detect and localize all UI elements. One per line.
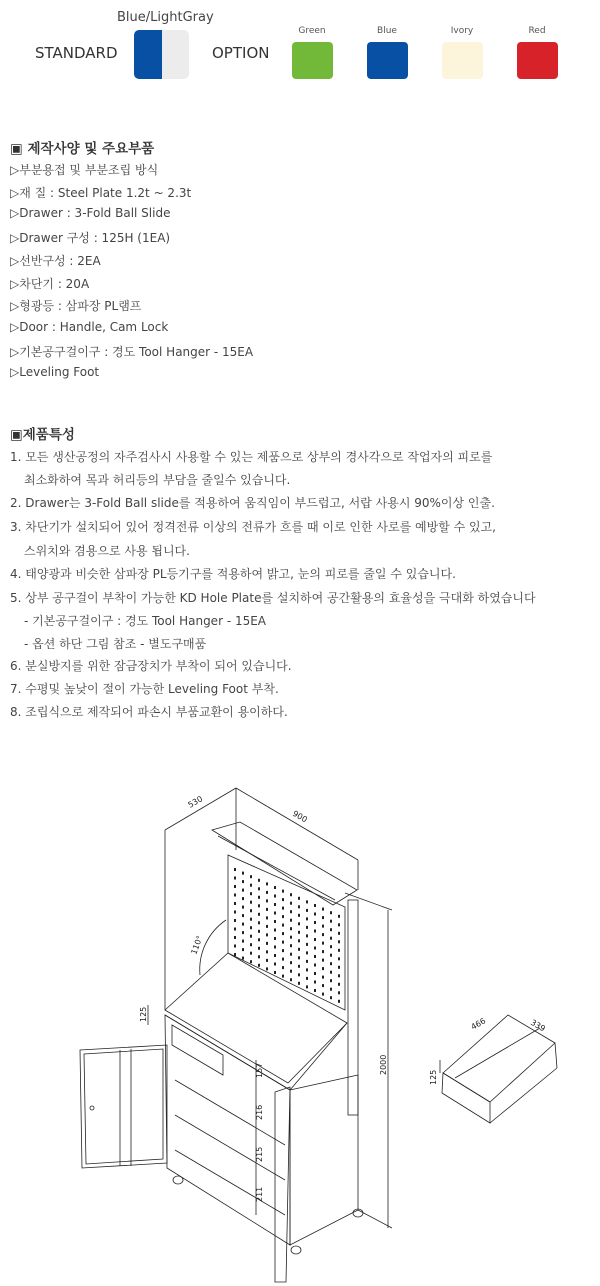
pegboard-hole bbox=[266, 899, 268, 902]
pegboard-hole bbox=[234, 945, 236, 948]
pegboard-hole bbox=[338, 957, 340, 960]
pegboard-hole bbox=[298, 948, 300, 951]
pegboard-hole bbox=[314, 972, 316, 975]
pegboard-hole bbox=[274, 886, 276, 889]
drawer-dim-depth: 339 bbox=[529, 1017, 547, 1034]
pegboard-hole bbox=[266, 959, 268, 962]
specs-title: ▣ 제작사양 및 주요부품 bbox=[10, 141, 155, 157]
dim-drawer-height: 157 bbox=[255, 1062, 264, 1078]
cabinet-body bbox=[165, 1015, 358, 1245]
pegboard-hole bbox=[338, 915, 340, 918]
pegboard-hole bbox=[258, 913, 260, 916]
drawer-dim-width: 466 bbox=[469, 1016, 488, 1032]
pegboard-hole bbox=[290, 927, 292, 930]
option-label: OPTION bbox=[212, 44, 270, 62]
pegboard-hole bbox=[274, 954, 276, 957]
pegboard-hole bbox=[338, 923, 340, 926]
pegboard-hole bbox=[234, 894, 236, 897]
pegboard-hole bbox=[290, 902, 292, 905]
pegboard-hole bbox=[322, 967, 324, 970]
pegboard-hole bbox=[258, 964, 260, 967]
pegboard-hole bbox=[250, 892, 252, 895]
pegboard-hole bbox=[306, 934, 308, 937]
pegboard-hole bbox=[242, 914, 244, 917]
feature-line: 스위치와 겸용으로 사용 됩니다. bbox=[24, 544, 190, 558]
pegboard-hole bbox=[250, 909, 252, 912]
feature-line: 7. 수평및 높낮이 절이 가능한 Leveling Foot 부착. bbox=[10, 682, 279, 696]
spec-item: ▷재 질 : Steel Plate 1.2t ~ 2.3t bbox=[10, 185, 192, 200]
pegboard-hole bbox=[314, 955, 316, 958]
pegboard-hole bbox=[322, 993, 324, 996]
pegboard-hole bbox=[322, 976, 324, 979]
pegboard-hole bbox=[314, 930, 316, 933]
pegboard-hole bbox=[274, 963, 276, 966]
pegboard-hole bbox=[242, 906, 244, 909]
pegboard-hole bbox=[330, 945, 332, 948]
pegboard-hole bbox=[250, 926, 252, 929]
pegboard-hole bbox=[338, 966, 340, 969]
pegboard-hole bbox=[266, 933, 268, 936]
feature-line: 3. 차단기가 설치되어 있어 정격전류 이상의 전류가 흐를 때 이로 인한 사로를 예방할 수 있고, bbox=[10, 520, 496, 534]
pegboard-hole bbox=[290, 919, 292, 922]
pegboard-hole bbox=[290, 970, 292, 973]
pegboard-hole bbox=[298, 931, 300, 934]
cabinet-technical-drawing bbox=[0, 770, 600, 1286]
pegboard-hole bbox=[234, 885, 236, 888]
dim-depth: 530 bbox=[186, 794, 205, 810]
pegboard-hole bbox=[306, 977, 308, 980]
pegboard-hole bbox=[258, 879, 260, 882]
pegboard-hole bbox=[322, 925, 324, 928]
pegboard-hole bbox=[330, 971, 332, 974]
pegboard-hole bbox=[298, 939, 300, 942]
standard-color-name: Blue/LightGray bbox=[117, 10, 214, 25]
pegboard-hole bbox=[306, 900, 308, 903]
pegboard-hole bbox=[322, 950, 324, 953]
pegboard-hole bbox=[258, 938, 260, 941]
pegboard-hole bbox=[258, 955, 260, 958]
pegboard-hole bbox=[298, 982, 300, 985]
pegboard-hole bbox=[306, 951, 308, 954]
spec-item: ▷Drawer : 3-Fold Ball Slide bbox=[10, 206, 171, 221]
pegboard-hole bbox=[234, 868, 236, 871]
option-swatch bbox=[442, 42, 483, 79]
pegboard-hole bbox=[242, 923, 244, 926]
pegboard-hole bbox=[274, 946, 276, 949]
pegboard-hole bbox=[306, 985, 308, 988]
standard-swatch-lightgray bbox=[162, 30, 190, 79]
pegboard-hole bbox=[266, 916, 268, 919]
pegboard-hole bbox=[338, 932, 340, 935]
feature-line: - 기본공구걸이구 : 경도 Tool Hanger - 15EA bbox=[24, 614, 267, 628]
pegboard-hole bbox=[330, 920, 332, 923]
pegboard-hole bbox=[282, 924, 284, 927]
pegboard-hole bbox=[314, 938, 316, 941]
pegboard-hole bbox=[282, 949, 284, 952]
pegboard-hole bbox=[338, 991, 340, 994]
spec-item: ▷형광등 : 삼파장 PL램프 bbox=[10, 299, 142, 314]
pegboard-hole bbox=[330, 928, 332, 931]
feature-line: 2. Drawer는 3-Fold Ball slide를 적용하여 움직임이 부드럽고, 서랍 사용시 90%이상 인출. bbox=[10, 496, 495, 510]
pegboard-hole bbox=[314, 989, 316, 992]
pegboard-hole bbox=[250, 918, 252, 921]
standard-color-swatch bbox=[134, 30, 189, 79]
right-door bbox=[275, 1087, 290, 1282]
pegboard-hole bbox=[242, 957, 244, 960]
pegboard-hole bbox=[250, 935, 252, 938]
feature-line: 1. 모든 생산공정의 자주검사시 사용할 수 있는 제품으로 상부의 경사각으로 작업자의 피로를 bbox=[10, 450, 493, 464]
pegboard-hole bbox=[298, 965, 300, 968]
pegboard-hole bbox=[258, 947, 260, 950]
spec-item: ▷Leveling Foot bbox=[10, 365, 100, 380]
pegboard-hole bbox=[290, 944, 292, 947]
pegboard-hole bbox=[322, 959, 324, 962]
pegboard-hole bbox=[330, 979, 332, 982]
pegboard-hole bbox=[306, 960, 308, 963]
pegboard-hole bbox=[290, 953, 292, 956]
pegboard-hole bbox=[274, 929, 276, 932]
feature-line: 최소화하여 목과 허리등의 부담을 줄일수 있습니다. bbox=[24, 473, 291, 487]
pegboard-hole bbox=[250, 884, 252, 887]
spec-item: ▷선반구성 : 2EA bbox=[10, 253, 101, 268]
dimension-labels bbox=[139, 794, 547, 1202]
pegboard-hole bbox=[322, 908, 324, 911]
pegboard-hole bbox=[306, 917, 308, 920]
pegboard-hole bbox=[274, 903, 276, 906]
pegboard-hole bbox=[234, 936, 236, 939]
pegboard-hole bbox=[314, 964, 316, 967]
pegboard-hole bbox=[258, 930, 260, 933]
pegboard-hole bbox=[242, 897, 244, 900]
pegboard-hole bbox=[298, 914, 300, 917]
pegboard-hole bbox=[282, 932, 284, 935]
feature-line: 5. 상부 공구걸이 부착이 가능한 KD Hole Plate를 설치하여 공간활용의 효율성을 극대화 하였습니다 bbox=[10, 591, 536, 605]
pegboard-hole bbox=[298, 922, 300, 925]
features-title: ▣제품특성 bbox=[10, 427, 75, 443]
pegboard-hole bbox=[282, 975, 284, 978]
pegboard-hole bbox=[266, 950, 268, 953]
pegboard-hole bbox=[266, 882, 268, 885]
standard-swatch-blue bbox=[134, 30, 162, 79]
option-name: Red bbox=[528, 26, 546, 36]
pegboard-hole bbox=[298, 897, 300, 900]
pegboard-hole bbox=[298, 905, 300, 908]
pegboard-hole bbox=[266, 942, 268, 945]
spec-item: ▷Door : Handle, Cam Lock bbox=[10, 319, 169, 334]
drawer-dim-height: 125 bbox=[429, 1069, 438, 1085]
pegboard-hole bbox=[282, 966, 284, 969]
pegboard-hole bbox=[330, 911, 332, 914]
pegboard-hole bbox=[330, 962, 332, 965]
pegboard-hole bbox=[330, 996, 332, 999]
spec-item: ▷Drawer 구성 : 125H (1EA) bbox=[10, 231, 171, 246]
option-name: Blue bbox=[377, 26, 397, 36]
option-ivory bbox=[442, 26, 482, 79]
option-name: Ivory bbox=[450, 26, 474, 36]
spec-item: ▷기본공구걸이구 : 경도 Tool Hanger - 15EA bbox=[10, 344, 254, 359]
spec-item: ▷부분용접 및 부분조립 방식 bbox=[10, 163, 159, 177]
leveling-feet bbox=[173, 1176, 363, 1254]
dimension-lines bbox=[148, 788, 392, 1228]
pegboard-hole bbox=[266, 925, 268, 928]
pegboard-hole bbox=[338, 974, 340, 977]
pegboard-hole bbox=[290, 910, 292, 913]
pegboard-hole bbox=[250, 943, 252, 946]
pegboard-hole bbox=[250, 901, 252, 904]
dim-shelf-2: 215 bbox=[255, 1146, 264, 1162]
pegboard-hole bbox=[234, 919, 236, 922]
pegboard-hole bbox=[274, 920, 276, 923]
pegboard-hole bbox=[242, 948, 244, 951]
pegboard-hole bbox=[282, 915, 284, 918]
feature-line: 8. 조립식으로 제작되어 파손시 부품교환이 용이하다. bbox=[10, 705, 288, 719]
pegboard-hole bbox=[306, 909, 308, 912]
pegboard-hole bbox=[274, 895, 276, 898]
pegboard-hole bbox=[282, 898, 284, 901]
pegboard-hole bbox=[250, 875, 252, 878]
pegboard-hole bbox=[290, 936, 292, 939]
pegboard-hole bbox=[282, 958, 284, 961]
pegboard-hole bbox=[274, 912, 276, 915]
pegboard-hole bbox=[330, 937, 332, 940]
spec-item: ▷차단기 : 20A bbox=[10, 276, 90, 291]
pegboard-hole bbox=[234, 877, 236, 880]
pegboard-hole bbox=[290, 961, 292, 964]
option-swatch bbox=[517, 42, 558, 79]
option-swatch bbox=[367, 42, 408, 79]
dim-width: 900 bbox=[291, 808, 309, 825]
pegboard-hole bbox=[330, 954, 332, 957]
pegboard-hole bbox=[258, 896, 260, 899]
pegboard-hole bbox=[314, 981, 316, 984]
pegboard-hole bbox=[242, 872, 244, 875]
pegboard-hole bbox=[314, 921, 316, 924]
pegboard-hole bbox=[242, 889, 244, 892]
pegboard-hole bbox=[322, 916, 324, 919]
feature-line: - 옵션 하단 그림 참조 - 별도구매품 bbox=[24, 637, 207, 651]
dim-angle: 110° bbox=[189, 934, 205, 956]
pegboard-hole bbox=[338, 940, 340, 943]
option-blue bbox=[367, 26, 407, 79]
pegboard-hole bbox=[250, 952, 252, 955]
pegboard-hole bbox=[274, 937, 276, 940]
pegboard-hole bbox=[242, 940, 244, 943]
pegboard-hole bbox=[306, 943, 308, 946]
pegboard-hole bbox=[282, 941, 284, 944]
pegboard-hole bbox=[242, 880, 244, 883]
dim-top-height: 125 bbox=[139, 1006, 148, 1022]
pegboard-hole bbox=[242, 931, 244, 934]
pegboard-hole bbox=[258, 904, 260, 907]
pegboard-hole bbox=[314, 904, 316, 907]
pegboard-hole bbox=[290, 978, 292, 981]
pegboard-hole bbox=[322, 942, 324, 945]
pegboard-hole bbox=[306, 968, 308, 971]
pegboard-hole bbox=[274, 971, 276, 974]
pegboard-hole bbox=[258, 887, 260, 890]
pegboard-hole bbox=[234, 902, 236, 905]
left-door bbox=[80, 1045, 167, 1168]
pegboard-hole bbox=[234, 911, 236, 914]
standard-label: STANDARD bbox=[35, 44, 118, 62]
pegboard-hole bbox=[266, 967, 268, 970]
pegboard-hole bbox=[338, 983, 340, 986]
pegboard-hole bbox=[266, 891, 268, 894]
pegboard-hole bbox=[314, 913, 316, 916]
pegboard-hole bbox=[258, 921, 260, 924]
dim-total-height: 2000 bbox=[379, 1054, 388, 1075]
pegboard-hole bbox=[330, 988, 332, 991]
pegboard-hole bbox=[282, 890, 284, 893]
pegboard-hole bbox=[234, 928, 236, 931]
option-name: Green bbox=[298, 26, 326, 36]
pegboard-hole bbox=[234, 953, 236, 956]
option-green bbox=[292, 26, 332, 79]
pegboard-hole bbox=[290, 893, 292, 896]
pegboard bbox=[228, 855, 358, 1115]
pegboard-hole bbox=[250, 960, 252, 963]
dim-shelf-3: 211 bbox=[255, 1186, 264, 1202]
pegboard-hole bbox=[298, 973, 300, 976]
pegboard-hole bbox=[338, 1000, 340, 1003]
pegboard-hole bbox=[298, 956, 300, 959]
pegboard-hole bbox=[338, 949, 340, 952]
pegboard-hole bbox=[282, 907, 284, 910]
pegboard-hole bbox=[322, 984, 324, 987]
tool-shelf bbox=[212, 822, 357, 905]
dim-shelf-1: 216 bbox=[255, 1104, 264, 1120]
pegboard-hole bbox=[322, 933, 324, 936]
pegboard-hole bbox=[314, 947, 316, 950]
pegboard-hole bbox=[306, 926, 308, 929]
option-red bbox=[517, 26, 557, 79]
pegboard-hole bbox=[266, 908, 268, 911]
feature-line: 6. 분실방지를 위한 잠금장치가 부착이 되어 있습니다. bbox=[10, 659, 292, 673]
feature-line: 4. 태양광과 비슷한 삼파장 PL등기구를 적용하여 밝고, 눈의 피로를 줄일 수 있습니다. bbox=[10, 567, 456, 581]
option-swatch bbox=[292, 42, 333, 79]
